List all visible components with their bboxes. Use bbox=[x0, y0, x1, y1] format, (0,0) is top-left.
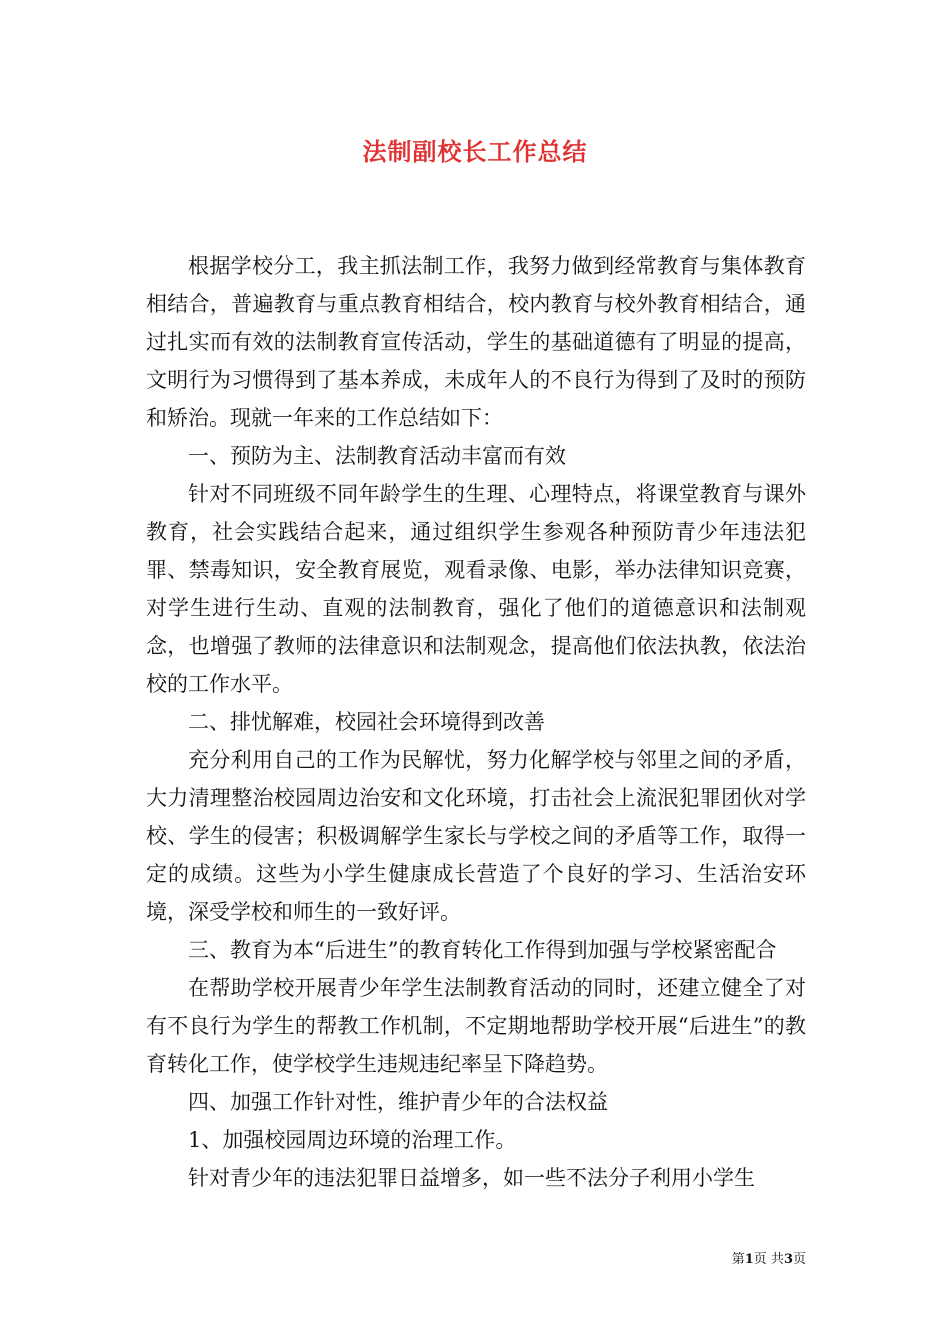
page-footer bbox=[0, 1248, 806, 1267]
paragraph-section-2: 充分利用自己的工作为民解忧，努力化解学校与邻里之间的矛盾，大力清理整治校园周边治安和文化环境，打击社会上流泯犯罪团伙对学校、学生的侵害；积极调解学生家长与学校之间的矛盾等工作，取得一定的成绩。这些为小学生健康成长营造了个良好的学习、生活治安环境，深受学校和师生的一致好评。 bbox=[146, 748, 806, 924]
paragraph-section-3: 在帮助学校开展青少年学生法制教育活动的同时，还建立健全了对有不良行为学生的帮教工作机制，不定期地帮助学校开展“后进生”的教育转化工作，使学校学生违规违纪率呈下降趋势。 bbox=[146, 976, 806, 1076]
document-title: 法制副校长工作总结 bbox=[362, 137, 588, 166]
footer-middle: 页 共 bbox=[753, 1252, 784, 1267]
footer-suffix: 页 bbox=[792, 1252, 806, 1267]
paragraph-intro: 根据学校分工，我主抓法制工作，我努力做到经常教育与集体教育相结合，普遍教育与重点教育相结合，校内教育与校外教育相结合，通过扎实而有效的法制教育宣传活动，学生的基础道德有了明显的提高，文明行为习惯得到了基本养成，未成年人的不良行为得到了及时的预防和矫治。现就一年来的工作总结如下： bbox=[146, 254, 806, 430]
paragraph-section-1: 针对不同班级不同年龄学生的生理、心理特点，将课堂教育与课外教育，社会实践结合起来，通过组织学生参观各种预防青少年违法犯罪、禁毒知识，安全教育展览，观看录像、电影，举办法律知识竞赛，对学生进行生动、直观的法制教育，强化了他们的道德意识和法制观念，也增强了教师的法律意识和法制观念，提高他们依法执教，依法治校的工作水平。 bbox=[146, 482, 806, 696]
document-body bbox=[146, 247, 806, 1197]
subsection-heading-4-1: 1、加强校园周边环境的治理工作。 bbox=[188, 1128, 517, 1152]
section-heading-4: 四、加强工作针对性，维护青少年的合法权益 bbox=[188, 1090, 608, 1114]
section-heading-1: 一、预防为主、法制教育活动丰富而有效 bbox=[188, 444, 566, 468]
footer-prefix: 第 bbox=[731, 1252, 745, 1267]
paragraph-section-4-1: 针对青少年的违法犯罪日益增多，如一些不法分子利用小学生 bbox=[188, 1166, 755, 1190]
section-heading-2: 二、排忧解难，校园社会环境得到改善 bbox=[188, 710, 545, 734]
footer-total-pages: 3 bbox=[783, 1252, 793, 1267]
footer-page-number: 1 bbox=[744, 1252, 754, 1267]
section-heading-3: 三、教育为本“后进生”的教育转化工作得到加强与学校紧密配合 bbox=[188, 938, 777, 962]
